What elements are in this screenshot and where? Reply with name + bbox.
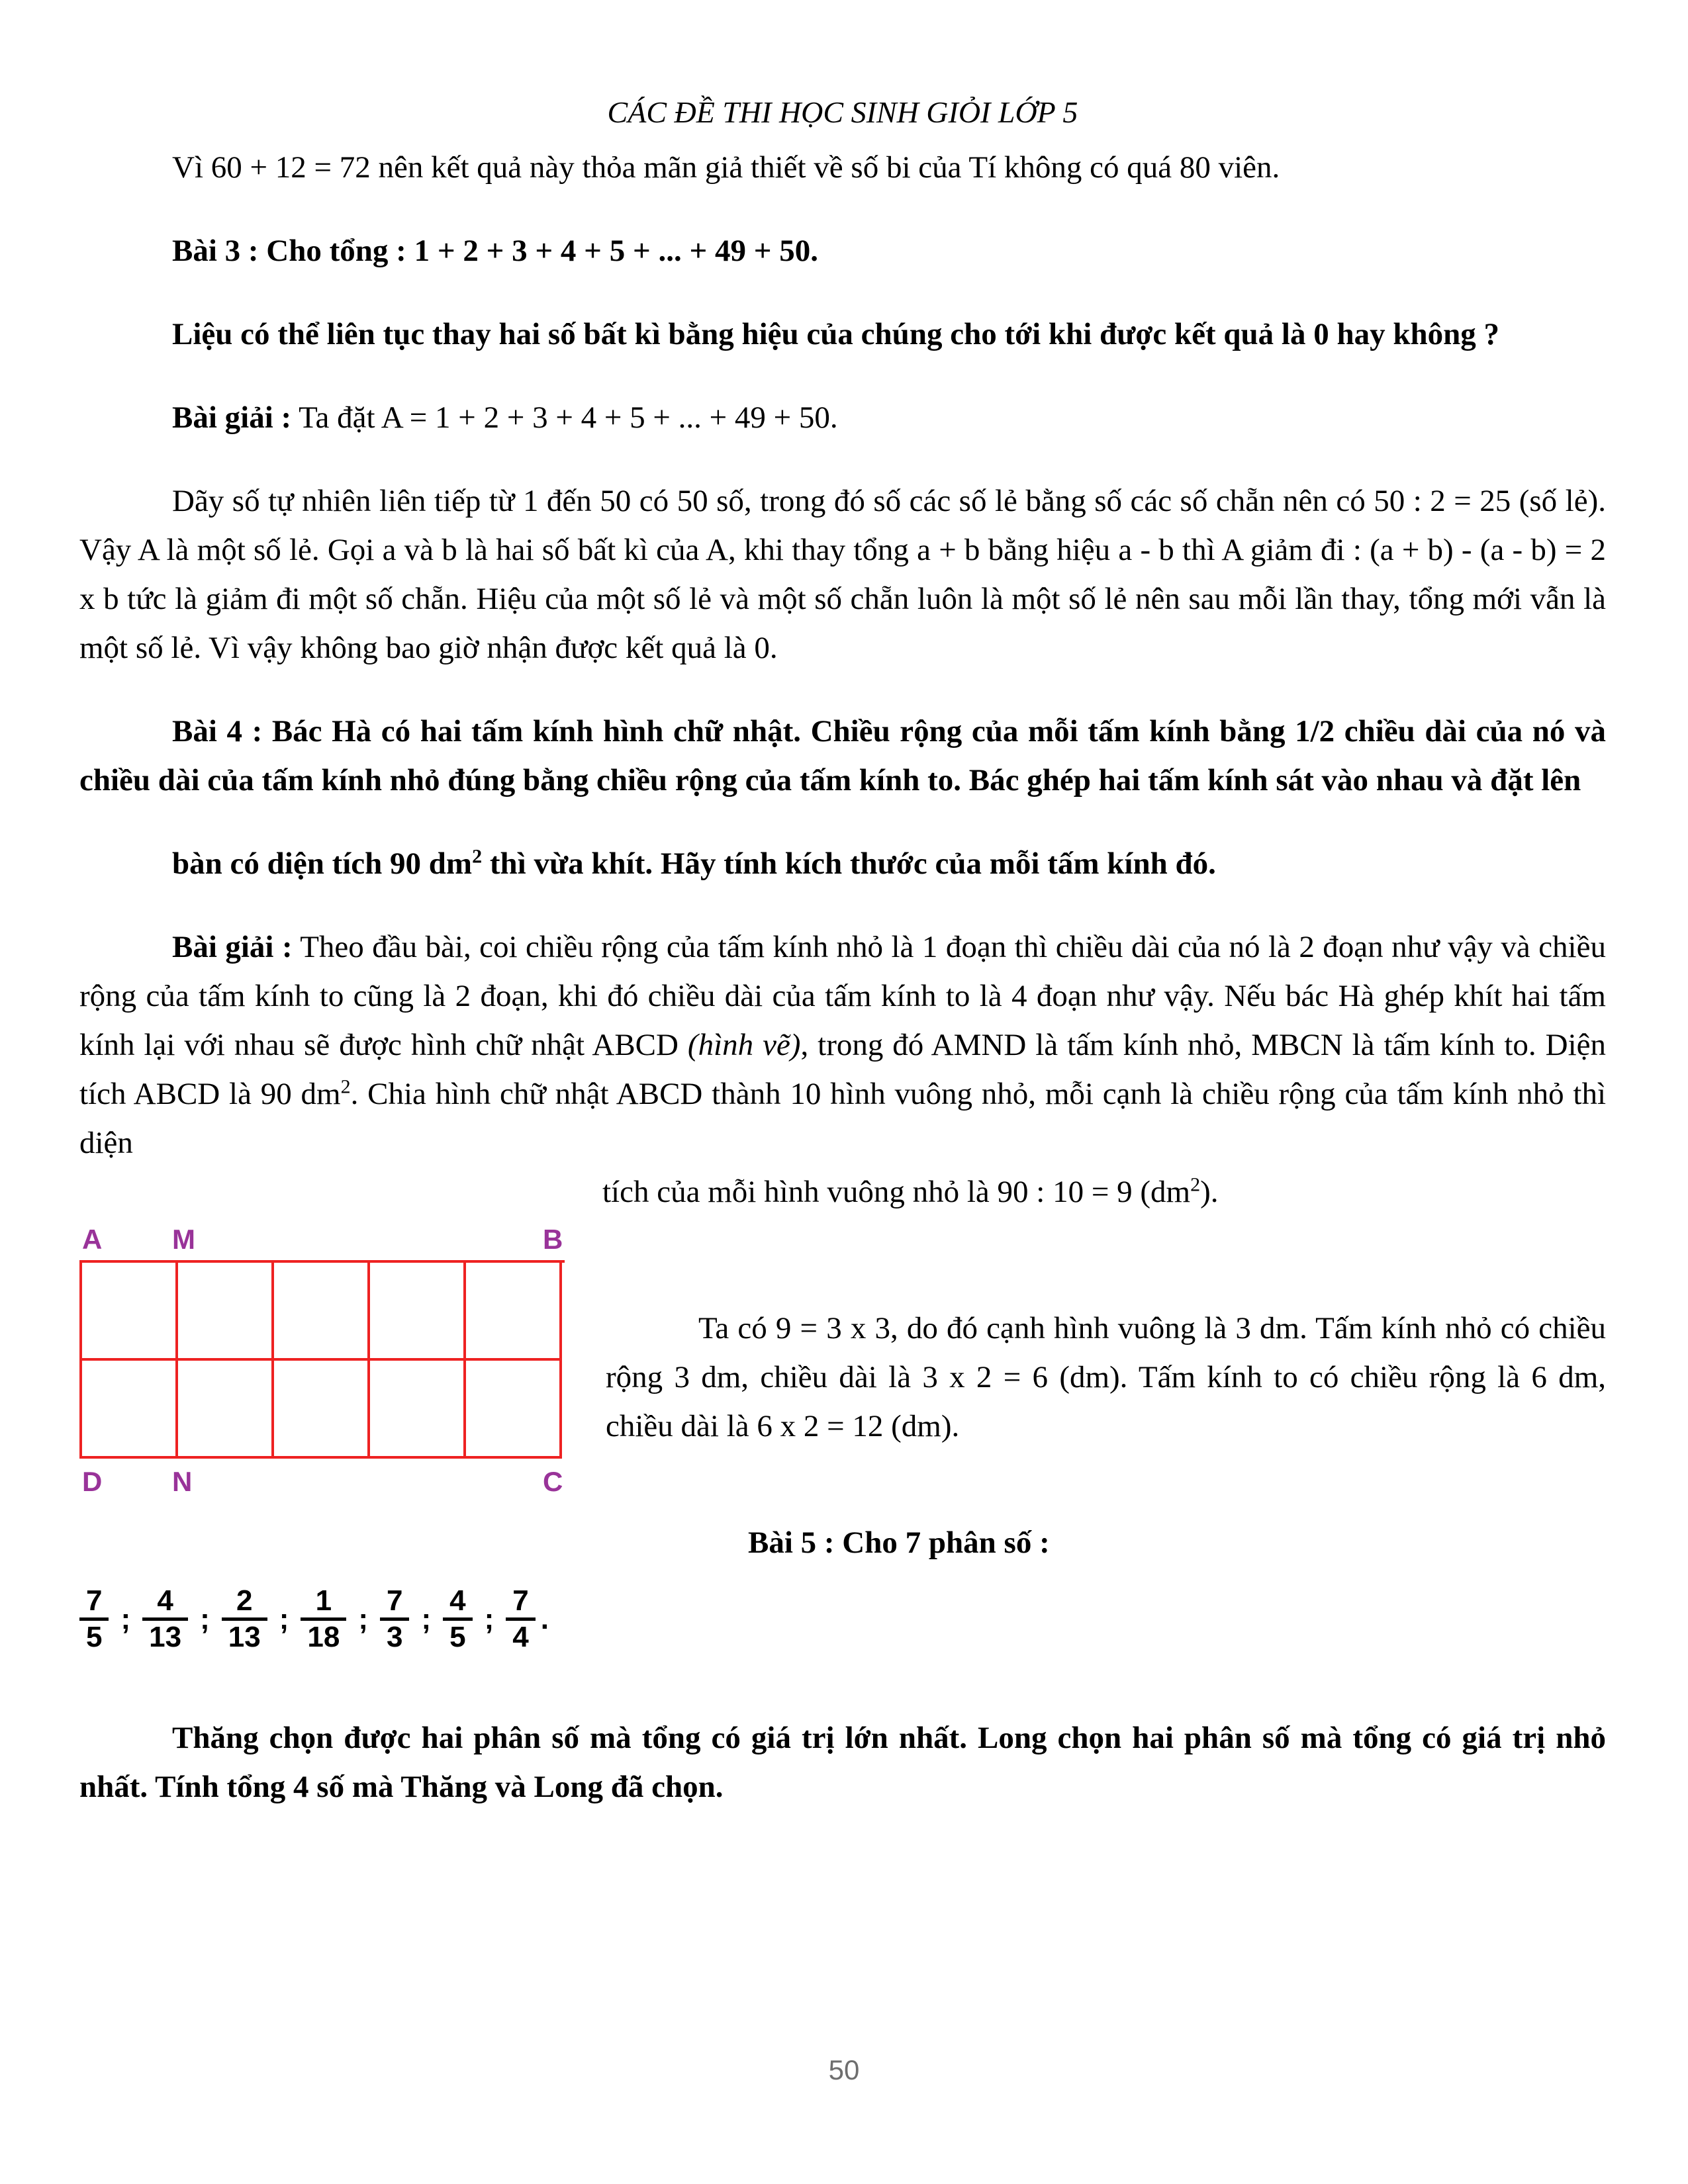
fraction-numerator: 2	[236, 1584, 253, 1617]
grid-cell	[370, 1263, 466, 1361]
page-title: CÁC ĐỀ THI HỌC SINH GIỎI LỚP 5	[607, 95, 1078, 129]
squared-superscript: 2	[472, 845, 483, 868]
bai3-solution-label: Bài giải :	[172, 400, 292, 435]
figure-label-c: C	[543, 1466, 563, 1497]
figure-label-a: A	[82, 1224, 103, 1255]
bai4-solution-part2: , trong đó AMND là tấm kính nhỏ, MBCN là tấm kính to. Diện tích ABCD là 90 dm	[79, 1028, 1606, 1111]
fraction-separator: ;	[200, 1602, 210, 1635]
fraction-2	[142, 1584, 188, 1654]
fraction-separator: ;	[120, 1602, 131, 1635]
intro-paragraph: Vì 60 + 12 = 72 nên kết quả này thỏa mãn giả thiết về số bi của Tí không có quá 80 viên.	[172, 150, 1280, 185]
fraction-numerator: 7	[386, 1584, 403, 1617]
grid-cell	[178, 1361, 274, 1459]
bai4-heading: Bài 4 : Bác Hà có hai tấm kính hình chữ nhật. Chiều rộng của mỗi tấm kính bằng 1/2 chiều dài của nó và chiều dài của tấm kính nhỏ đúng bằng chiều rộng của tấm kính to. Bác ghép hai tấm kính sát vào nhau và đặt lên	[79, 714, 1606, 797]
bai3-solution-intro: Ta đặt A = 1 + 2 + 3 + 4 + 5 + ... + 49 + 50.	[291, 400, 838, 435]
bai4-heading-continued	[79, 839, 1606, 888]
glass-grid	[79, 1260, 565, 1459]
grid-cell	[466, 1361, 562, 1459]
fraction-5	[380, 1584, 409, 1654]
bai4-solution-line2	[602, 1167, 1606, 1216]
figure-label-b: B	[543, 1224, 563, 1255]
grid-cell	[82, 1361, 178, 1459]
bai3-question: Liệu có thể liên tục thay hai số bất kì bằng hiệu của chúng cho tới khi được kết quả là 0 hay không ?	[172, 317, 1500, 351]
figure-label-n: N	[172, 1466, 193, 1497]
bai3-solution-body: Dãy số tự nhiên liên tiếp từ 1 đến 50 có 50 số, trong đó số các số lẻ bằng số các số chẵn nên có 50 : 2 = 25 (số lẻ). Vậy A là một số lẻ. Gọi a và b là hai số bất kì của A, khi thay tổng a + b bằng hiệu a - b thì A giảm đi : (a + b) - (a - b) = 2 x b tức là giảm đi một số chẵn. Hiệu của một số lẻ và một số chẵn luôn là một số lẻ nên sau mỗi lần thay, tổng mới vẫn là một số lẻ. Vì vậy không bao giờ nhận được kết quả là 0.	[79, 484, 1606, 665]
fraction-1	[79, 1584, 109, 1654]
fraction-separator: ;	[358, 1602, 368, 1635]
fraction-denominator: 5	[449, 1621, 466, 1653]
grid-cell	[178, 1263, 274, 1361]
grid-cell	[274, 1263, 370, 1361]
grid-cell	[466, 1263, 562, 1361]
grid-cell	[82, 1263, 178, 1361]
fraction-denominator: 13	[149, 1621, 182, 1653]
fraction-denominator: 3	[386, 1621, 403, 1653]
fraction-denominator: 5	[86, 1621, 103, 1653]
bai4-solution	[79, 923, 1606, 1167]
figure-with-text	[79, 1223, 1606, 1498]
bai4-heading2-pre: bàn có diện tích 90 dm	[172, 846, 473, 881]
fraction-separator: ;	[484, 1602, 494, 1635]
fraction-numerator: 7	[512, 1584, 529, 1617]
bai4-solution-part1: Theo đầu bài, coi chiều rộng của tấm kính nhỏ là 1 đoạn thì chiều dài của nó là 2 đoạn như vậy và chiều rộng của tấm kính to cũng là 2 đoạn, khi đó chiều dài của tấm kính to là 4 đoạn như vậy. Nếu bác Hà ghép khít hai tấm kính lại với nhau sẽ được hình chữ nhật ABCD	[79, 930, 1606, 1062]
glass-figure	[79, 1223, 565, 1498]
figure-label-m: M	[172, 1224, 195, 1255]
fraction-numerator: 1	[315, 1584, 332, 1617]
bai4-aside-paragraph: Ta có 9 = 3 x 3, do đó cạnh hình vuông là 3 dm. Tấm kính nhỏ có chiều rộng 3 dm, chiều dài là 3 x 2 = 6 (dm). Tấm kính to có chiều rộng là 6 dm, chiều dài là 6 x 2 = 12 (dm).	[606, 1311, 1606, 1443]
bai3-heading: Bài 3 : Cho tổng : 1 + 2 + 3 + 4 + 5 + ... + 49 + 50.	[172, 234, 819, 268]
fraction-denominator: 4	[512, 1621, 529, 1653]
fraction-list	[79, 1584, 1606, 1654]
bai4-solution-figure-ref: (hình vẽ)	[687, 1028, 801, 1062]
fraction-6	[443, 1584, 472, 1654]
bai4-solution-label: Bài giải :	[172, 930, 293, 964]
fraction-separator: ;	[421, 1602, 432, 1635]
fraction-3	[222, 1584, 267, 1654]
page-number: 50	[828, 2054, 860, 2085]
bai4-line2-post: ).	[1200, 1175, 1219, 1209]
fraction-denominator: 13	[228, 1621, 261, 1653]
bai5-task: Thăng chọn được hai phân số mà tổng có giá trị lớn nhất. Long chọn hai phân số mà tổng có giá trị nhỏ nhất. Tính tổng 4 số mà Thăng và Long đã chọn.	[79, 1721, 1606, 1804]
fraction-separator: ;	[279, 1602, 289, 1635]
bai3-solution	[79, 393, 1606, 442]
fraction-terminator: .	[540, 1602, 549, 1635]
grid-cell	[370, 1361, 466, 1459]
fraction-4	[301, 1584, 346, 1654]
bai4-solution-part3: . Chia hình chữ nhật ABCD thành 10 hình vuông nhỏ, mỗi cạnh là chiều rộng của tấm kính nhỏ thì diện	[79, 1077, 1606, 1160]
figure-label-d: D	[82, 1466, 103, 1497]
fraction-numerator: 4	[157, 1584, 173, 1617]
fraction-numerator: 4	[449, 1584, 466, 1617]
fraction-denominator: 18	[307, 1621, 340, 1653]
fraction-numerator: 7	[86, 1584, 103, 1617]
bai5-heading: Bài 5 : Cho 7 phân số :	[748, 1525, 1050, 1560]
bai4-line2-pre: tích của mỗi hình vuông nhỏ là 90 : 10 = 9 (dm	[602, 1175, 1191, 1209]
squared-superscript: 2	[1190, 1173, 1201, 1196]
fraction-7	[506, 1584, 535, 1654]
bai4-heading2-post: thì vừa khít. Hãy tính kích thước của mỗi tấm kính đó.	[482, 846, 1216, 881]
squared-superscript: 2	[340, 1075, 351, 1098]
grid-cell	[274, 1361, 370, 1459]
